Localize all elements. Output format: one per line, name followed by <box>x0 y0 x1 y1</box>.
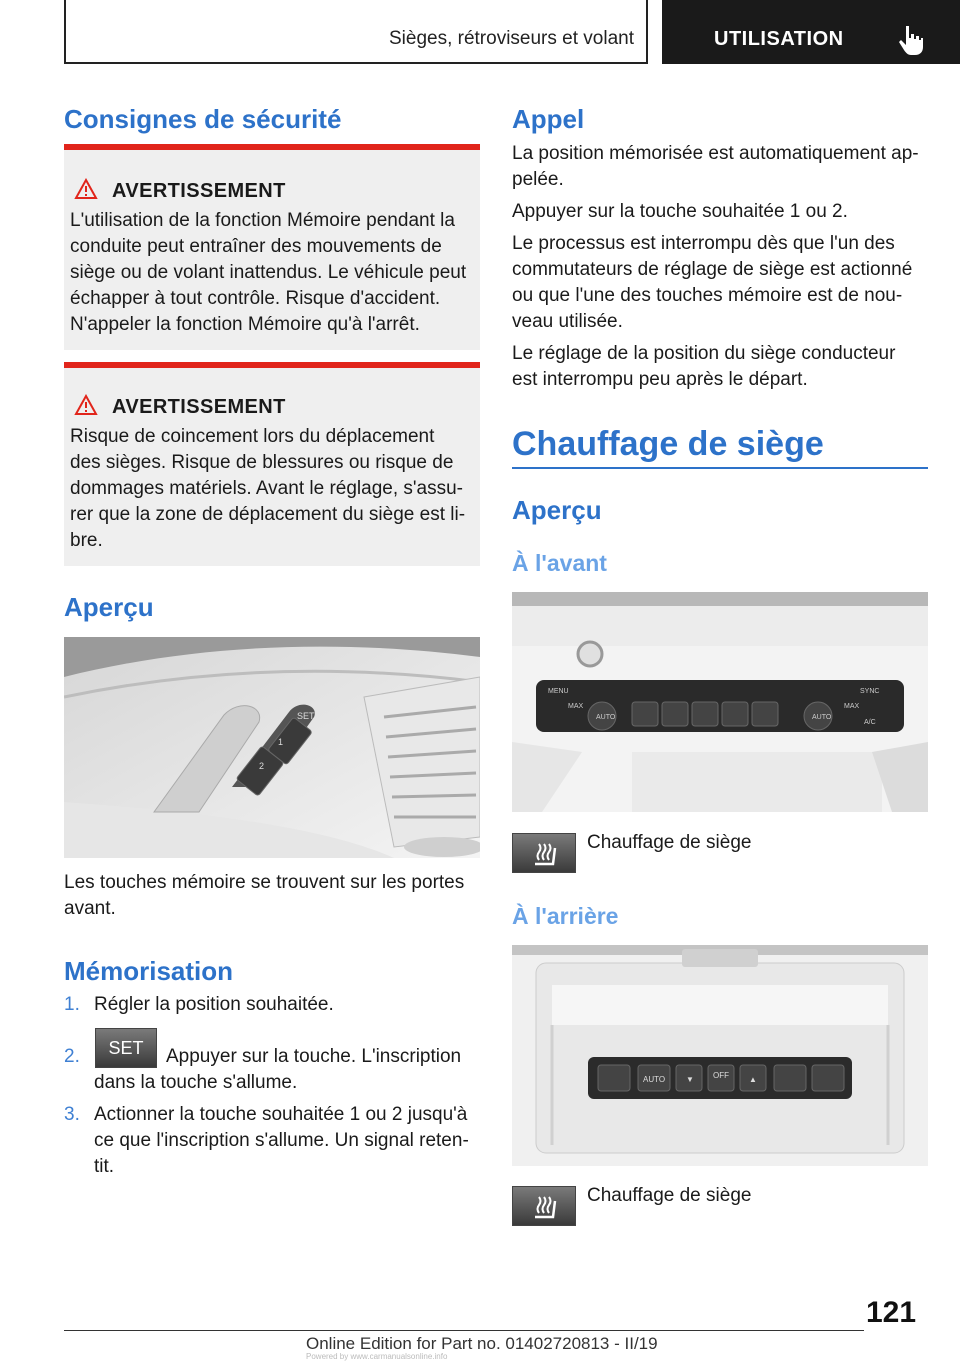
seat-heating-icon <box>512 1186 576 1226</box>
warning-box-memory <box>64 144 480 350</box>
front-caption: Chauffage de siège <box>587 832 752 853</box>
front-panel-label: AUTO <box>812 714 832 721</box>
front-panel-label: MAX <box>844 703 860 710</box>
warning-title: AVERTISSEMENT <box>112 180 286 202</box>
step-number: 2. <box>64 1046 80 1067</box>
rear-climate-panel-photo <box>512 945 928 1166</box>
front-panel-label: MENU <box>548 688 569 695</box>
page-number: 121 <box>866 1296 917 1329</box>
front-panel-label: AUTO <box>596 714 616 721</box>
rear-panel-label: ▼ <box>686 1075 694 1084</box>
warning-triangle-icon <box>74 394 98 416</box>
overview-title: Aperçu <box>64 592 154 622</box>
rear-panel-label: OFF <box>713 1071 729 1080</box>
rear-panel-label: AUTO <box>643 1075 666 1084</box>
step-number: 1. <box>64 994 80 1015</box>
warning-triangle-icon <box>74 178 98 200</box>
section-tab[interactable] <box>662 0 960 64</box>
set-button-icon-label: SET <box>108 1038 144 1058</box>
safety-title: Consignes de sécurité <box>64 104 342 134</box>
front-panel-label: MAX <box>568 703 584 710</box>
rear-panel-label: ▲ <box>749 1075 757 1084</box>
breadcrumb[interactable]: Sièges, rétroviseurs et volant <box>388 28 634 49</box>
overview-caption: Les touches mémoire se trouvent sur les portes avant. <box>64 872 465 919</box>
warning-text: L'utilisation de la fonction Mémoire pendant la conduite peut entraîner des mouvements de siège ou de volant inattendus. Le véhicule peut échapper à tout contrôle. Risque d'accident. N'appeler la fonction Mémoire qu'à l'arrêt. <box>70 210 467 335</box>
front-title: À l'avant <box>512 550 607 576</box>
seat-heating-icon <box>512 833 576 873</box>
seat-heating-title: Chauffage de siège <box>512 425 824 463</box>
front-panel-label: SYNC <box>860 688 880 695</box>
warning-box-pinching <box>64 362 480 566</box>
appel-text: La position mémorisée est automatiquement ap- pelée. Appuyer sur la touche souhaitée 1 ou 2. Le processus est interrompu dès que l'un des commutateurs de réglage de siège est actionné ou que l'une des touches mémoire est de nou- veau utilisée. Le réglage de la position du siège conducteur est interrompu peu après le départ. <box>512 143 919 390</box>
front-climate-panel-photo <box>512 592 928 812</box>
section-tab-label: UTILISATION <box>714 28 844 50</box>
pointing-hand-icon <box>898 24 924 56</box>
door-button-2-label: 2 <box>259 761 265 771</box>
memorisation-step-1: 1. Régler la position souhaitée. <box>64 994 334 1015</box>
memorisation-title: Mémorisation <box>64 956 234 986</box>
door-memory-buttons-photo <box>64 637 480 858</box>
section-divider <box>512 467 928 469</box>
rear-caption: Chauffage de siège <box>587 1185 752 1206</box>
step-number: 3. <box>64 1104 80 1125</box>
memorisation-step-2: 2. SET Appuyer sur la touche. L'inscription dans la touche s'allume. <box>64 1044 480 1070</box>
warning-text: Risque de coincement lors du déplacement des sièges. Risque de blessures ou risque de dommages matériels. Avant le réglage, s'assu- rer que la zone de déplacement du siège est li- bre. <box>70 426 466 551</box>
memorisation-step-3: 3. Actionner la touche souhaitée 1 ou 2 jusqu'à ce que l'inscription s'allume. Un signal reten- tit. <box>64 1104 469 1177</box>
door-button-1-label: 1 <box>278 737 284 747</box>
edition-text: Online Edition for Part no. 01402720813 - II/19 <box>306 1334 658 1353</box>
footer-divider <box>64 1330 864 1331</box>
door-button-set-label: SET <box>297 711 315 721</box>
apercu-title: Aperçu <box>512 495 602 525</box>
appel-title: Appel <box>512 104 585 134</box>
front-panel-label: A/C <box>864 719 876 726</box>
warning-title: AVERTISSEMENT <box>112 396 286 418</box>
set-button-icon <box>95 1028 157 1068</box>
rear-title: À l'arrière <box>512 903 619 929</box>
watermark-text[interactable]: Powered by www.carmanualsonline.info <box>306 1352 448 1361</box>
